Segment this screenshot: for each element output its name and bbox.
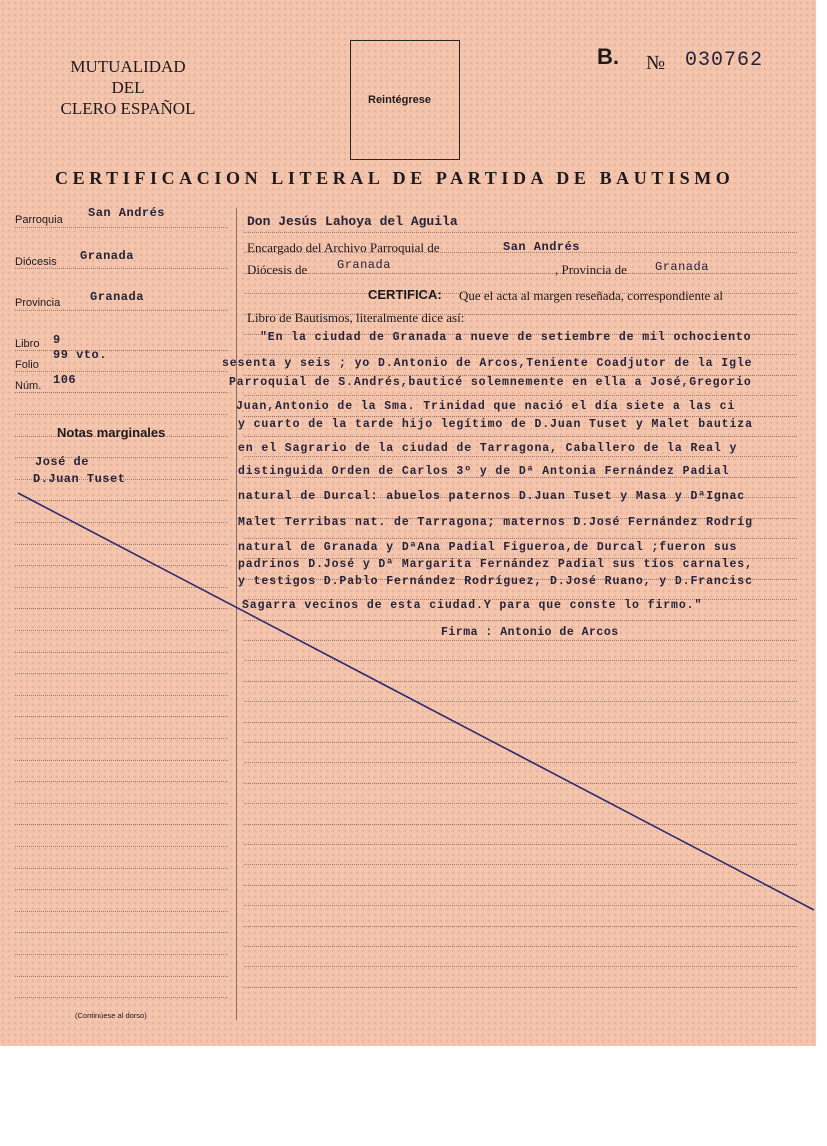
priest-name: Don Jesús Lahoya del Aguila	[247, 214, 458, 229]
marginal-note-line-1: José de	[35, 455, 89, 469]
encargado-text: Encargado del Archivo Parroquial de	[247, 240, 440, 255]
transcript-line: distinguida Orden de Carlos 3º y de Dª Antonia Fernández Padial	[238, 465, 730, 478]
transcript-line: "En la ciudad de Granada a nueve de setiembre de mil ochociento	[260, 331, 752, 344]
org-line-2: DEL	[111, 78, 145, 97]
libro-value: 9	[53, 333, 61, 347]
libro-label: Libro	[15, 338, 40, 350]
main-provincia-value: Granada	[655, 260, 709, 274]
parroquia-value: San Andrés	[88, 206, 166, 220]
transcript-line: padrinos D.José y Dª Margarita Fernández Padial sus tíos carnales,	[238, 558, 753, 571]
diocesis-text: Diócesis de	[247, 262, 308, 277]
transcript-line: Juan,Antonio de la Sma. Trinidad que nació el día siete a las ci	[236, 400, 736, 413]
marginal-notes-title: Notas marginales	[57, 425, 166, 440]
series-letter: B.	[597, 44, 619, 69]
diocesis-value: Granada	[80, 249, 134, 263]
signature-line: Firma : Antonio de Arcos	[441, 626, 619, 639]
num-value: 106	[53, 373, 77, 387]
org-line-1: MUTUALIDAD	[70, 57, 186, 76]
num-label: Núm.	[15, 380, 42, 392]
folio-value: 99 vto.	[53, 348, 107, 362]
provincia-text: , Provincia de	[555, 262, 627, 277]
transcript-line: Sagarra vecinos de esta ciudad.Y para que conste lo firmo."	[242, 599, 703, 612]
certifica-label: CERTIFICA:	[368, 287, 442, 302]
document-title: CERTIFICACION LITERAL DE PARTIDA DE BAUTISMO	[55, 168, 735, 188]
transcript-line: natural de Granada y DªAna Padial Figueroa,de Durcal ;fueron sus	[238, 541, 738, 554]
org-line-3: CLERO ESPAÑOL	[60, 99, 196, 118]
provincia-label: Provincia	[15, 297, 61, 309]
libro-text: Libro de Bautismos, literalmente dice así:	[247, 310, 465, 325]
provincia-value: Granada	[90, 290, 144, 304]
transcript-line: en el Sagrario de la ciudad de Tarragona, Caballero de la Real y	[238, 442, 738, 455]
transcript-line: Malet Terribas nat. de Tarragona; maternos D.José Fernández Rodríg	[238, 516, 753, 529]
transcript-line: y testigos D.Pablo Fernández Rodríguez, D.José Ruano, y D.Francisc	[238, 575, 753, 588]
folio-label: Folio	[15, 359, 39, 371]
transcript-line: Parroquial de S.Andrés,bauticé solemnemente en ella a José,Gregorio	[229, 376, 752, 389]
transcript-line: sesenta y seis ; yo D.Antonio de Arcos,Teniente Coadjutor de la Igle	[222, 357, 753, 370]
diocesis-label: Diócesis	[15, 256, 57, 268]
certifica-text: Que el acta al margen reseñada, correspondiente al	[459, 288, 723, 303]
transcript-line: y cuarto de la tarde hijo legítimo de D.Juan Tuset y Malet bautiza	[238, 418, 753, 431]
main-diocesis-value: Granada	[337, 258, 391, 272]
number-sign-icon: №	[646, 52, 666, 74]
document-number: 030762	[685, 49, 764, 72]
encargado-value: San Andrés	[503, 240, 581, 254]
transcript-line: natural de Durcal: abuelos paternos D.Juan Tuset y Masa y DªIgnac	[238, 490, 746, 503]
parroquia-label: Parroquia	[15, 214, 63, 226]
continue-overleaf-note: (Continúese al dorso)	[75, 1011, 147, 1020]
marginal-note-line-2: D.Juan Tuset	[33, 472, 126, 486]
stamp-label: Reintégrese	[368, 94, 431, 106]
